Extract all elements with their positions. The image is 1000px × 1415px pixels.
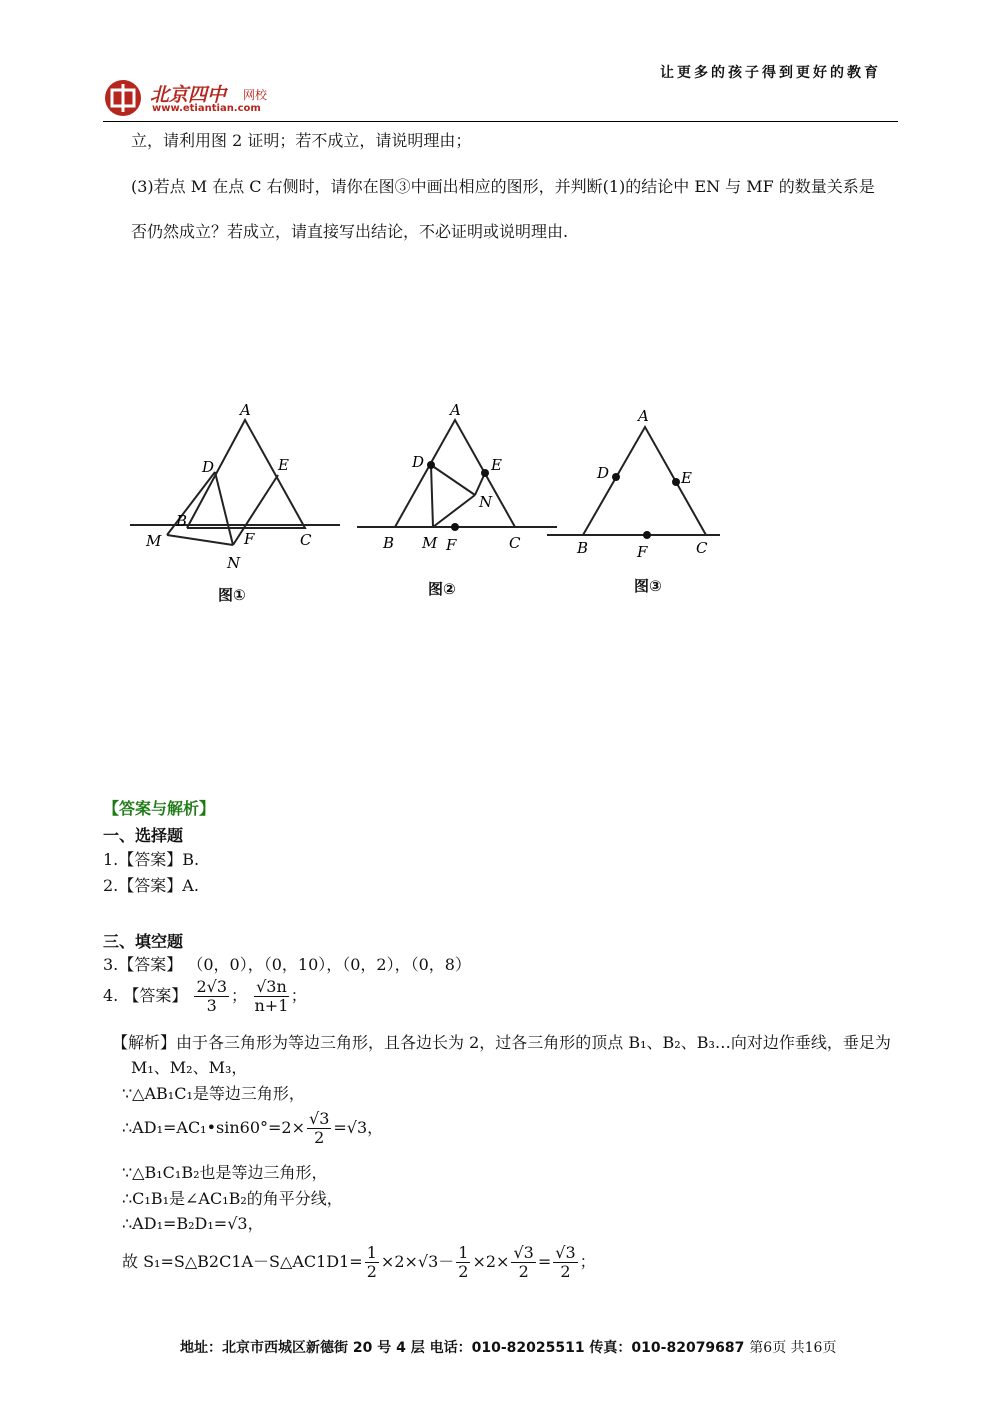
fig1-label-C: C bbox=[300, 531, 312, 549]
fig2-label-D: D bbox=[412, 453, 425, 471]
fig1-labels bbox=[145, 401, 312, 572]
fig2-label-F: F bbox=[446, 536, 457, 554]
logo-url: www.etiantian.com bbox=[152, 103, 261, 114]
analysis-line-1: 【解析】由于各三角形为等边三角形，且各边长为 2，过各三角形的顶点 B₁、B₂、B₃…向对边作垂线，垂足为 bbox=[112, 1033, 891, 1052]
fig1-label-N: N bbox=[227, 554, 241, 572]
question-line-1: 立，请利用图 2 证明；若不成立，请说明理由； bbox=[131, 131, 472, 150]
header-divider bbox=[103, 121, 898, 122]
logo-sub: 网校 bbox=[243, 88, 268, 102]
answers-title: 【答案与解析】 bbox=[103, 799, 216, 818]
fig1-label-D: D bbox=[202, 458, 215, 476]
answer-4-frac-2: $\frac{√3n}{n+1}$ bbox=[254, 977, 289, 1015]
question-line-2: (3)若点 M 在点 C 右侧时，请你在图③中画出相应的图形，并判断(1)的结论中 EN 与 MF 的数量关系是 bbox=[131, 177, 875, 196]
step-3: ∵△B₁C₁B₂也是等边三角形， bbox=[122, 1163, 328, 1182]
footer-page: 第6页 共16页 bbox=[749, 1340, 837, 1356]
answer-2: 2.【答案】A. bbox=[103, 876, 199, 895]
step-4: ∴C₁B₁是∠AC₁B₂的角平分线， bbox=[122, 1189, 343, 1208]
header-slogan: 让更多的孩子得到更好的教育 bbox=[660, 65, 881, 81]
fig1-label-B: B bbox=[176, 512, 188, 530]
answer-4-frac-1: $\frac{2√3}{3}$ bbox=[196, 977, 228, 1015]
fig2-labels bbox=[382, 401, 521, 554]
fig3-labels bbox=[576, 407, 708, 561]
analysis-line-2: M₁、M₂、M₃， bbox=[131, 1058, 248, 1077]
step-6: 故 S₁=S△B2C1A－S△AC1D1= $\frac{1}{2}$ ×2×√3－ $\frac{1}{2}$ ×2× $\frac{√3}{2}$ = $\frac{√3}{2}$ ； bbox=[122, 1243, 596, 1281]
step-1: ∵△AB₁C₁是等边三角形， bbox=[122, 1084, 305, 1103]
fig3-label-E: E bbox=[681, 469, 692, 487]
fig2-label-C: C bbox=[509, 534, 521, 552]
fig2-label-B: B bbox=[383, 534, 395, 552]
fig1-caption: 图① bbox=[218, 586, 246, 604]
fig3-label-B: B bbox=[577, 539, 589, 557]
step-5: ∴AD₁=B₂D₁=√3， bbox=[122, 1214, 264, 1233]
analysis-label: 【解析】 bbox=[112, 1033, 177, 1052]
answer-3: 3.【答案】 （0，0），（0，10），（0，2），（0，8） bbox=[103, 955, 471, 974]
fig2-caption: 图② bbox=[428, 580, 456, 598]
fig3-label-C: C bbox=[696, 539, 708, 557]
fig1-label-M: M bbox=[146, 532, 162, 550]
answer-4-prefix: 4. 【答案】 bbox=[103, 986, 188, 1005]
fig2-label-M: M bbox=[422, 534, 438, 552]
question-line-3: 否仍然成立？若成立，请直接写出结论，不必证明或说明理由. bbox=[131, 222, 569, 241]
section-choice-title: 一、选择题 bbox=[103, 826, 184, 845]
fig3-label-F: F bbox=[637, 543, 648, 561]
fig3-label-A: A bbox=[638, 407, 649, 425]
footer bbox=[180, 1337, 836, 1357]
fig1-label-E: E bbox=[278, 456, 289, 474]
step-2: ∴AD₁=AC₁•sin60°=2× $\frac{√3}{2}$ =√3， bbox=[122, 1109, 384, 1147]
fig2-label-N: N bbox=[479, 493, 493, 511]
logo-name: 北京四中 bbox=[150, 84, 227, 106]
fig3-caption: 图③ bbox=[634, 577, 662, 595]
fig3-label-D: D bbox=[597, 464, 610, 482]
answer-1: 1.【答案】B. bbox=[103, 850, 200, 869]
footer-address: 地址：北京市西城区新德街 20 号 4 层 电话：010-82025511 传真：010-82079687 bbox=[180, 1340, 745, 1356]
section-fill-title: 三、填空题 bbox=[103, 932, 184, 951]
fig2-label-E: E bbox=[491, 456, 502, 474]
answer-4: 4. 【答案】 $\frac{2√3}{3}$ ； $\frac{√3n}{n+1}$ ； bbox=[103, 977, 307, 1015]
fig1-label-F: F bbox=[244, 530, 255, 548]
fig1-label-A: A bbox=[240, 401, 251, 419]
fig2-label-A: A bbox=[450, 401, 461, 419]
